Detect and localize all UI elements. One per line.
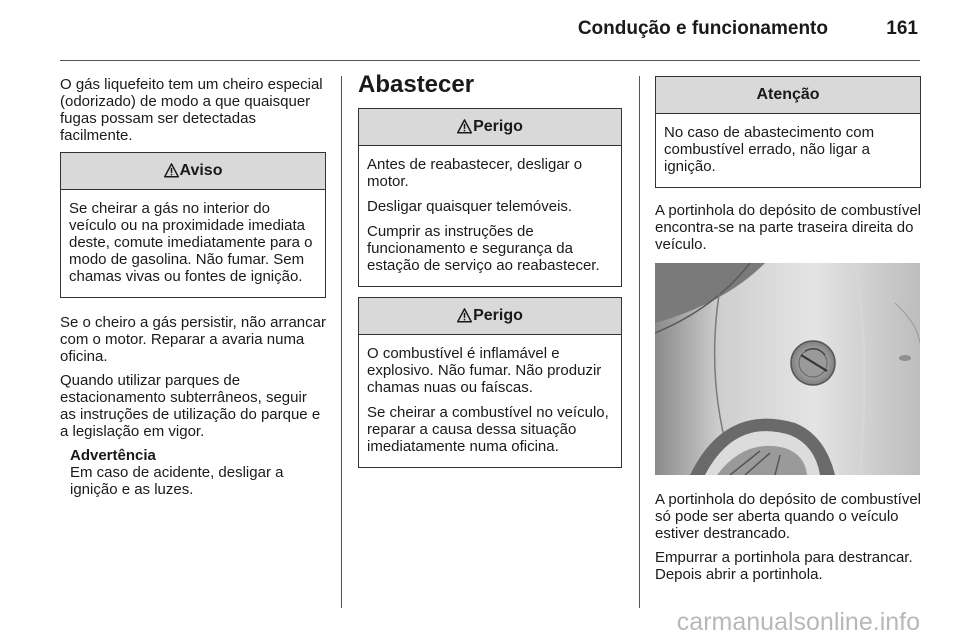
column-divider-left	[341, 76, 342, 608]
perigo1-text-1: Antes de reabastecer, desligar o motor.	[367, 156, 583, 190]
column-left	[60, 76, 326, 498]
paragraph-gas-smell: Se o cheiro a gás persistir, não arrancar com o motor. Reparar a avaria numa oficina.	[60, 314, 326, 365]
aviso-text: Se cheirar a gás no interior do veículo ou na proximidade imediata deste, comute imediatamente para o modo de gasolina. Não fumar. Sem chamas vivas ou fontes de ignição.	[69, 200, 313, 285]
fuel-door-photo	[655, 263, 920, 475]
perigo-title-1: Perigo	[473, 118, 523, 135]
aviso-box	[60, 152, 326, 298]
warning-triangle-icon	[457, 119, 472, 134]
column-divider-right	[639, 76, 640, 608]
warning-triangle-icon	[457, 308, 472, 323]
page-title: Condução e funcionamento	[577, 18, 828, 39]
column-middle	[358, 71, 622, 478]
perigo2-text-1: O combustível é inflamável e explosivo. Não fumar. Não produzir chamas nuas ou faíscas.	[367, 345, 602, 396]
perigo-header-1	[359, 109, 621, 146]
paragraph-parking: Quando utilizar parques de estacionamento subterrâneos, seguir as instruções de utilização do parque e a legislação em vigor.	[60, 372, 321, 440]
page-number: 161	[886, 18, 918, 39]
atencao-header: Atenção	[656, 77, 920, 114]
warning-triangle-icon	[164, 163, 179, 178]
perigo-header-2	[359, 298, 621, 335]
paragraph-fuel-door-unlocked: A portinhola do depósito de combustível só pode ser aberta quando o veículo estiver destrancado.	[655, 491, 922, 542]
atencao-box	[655, 76, 921, 188]
advertencia-text: Em caso de acidente, desligar a ignição e as luzes.	[70, 464, 284, 498]
perigo-box-2	[358, 297, 622, 468]
aviso-title: Aviso	[179, 162, 223, 179]
watermark-text: carmanualsonline.info	[676, 608, 920, 636]
perigo1-text-3: Cumprir as instruções de funcionamento e segurança da estação de serviço ao reabastecer.	[367, 223, 600, 274]
column-right	[655, 76, 921, 590]
perigo-title-2: Perigo	[473, 307, 523, 324]
atencao-text: No caso de abastecimento com combustível errado, não ligar a ignição.	[664, 124, 875, 175]
paragraph-fuel-door-location: A portinhola do depósito de combustível encontra-se na parte traseira direita do veículo.	[655, 202, 922, 253]
aviso-header	[61, 153, 325, 190]
advertencia-note	[60, 447, 326, 498]
page-header	[60, 0, 920, 61]
perigo2-text-2: Se cheirar a combustível no veículo, reparar a causa dessa situação imediatamente numa oficina.	[367, 404, 609, 455]
section-title-abastecer: Abastecer	[358, 71, 475, 98]
intro-paragraph: O gás liquefeito tem um cheiro especial (odorizado) de modo a que quaisquer fugas possam ser detectadas facilmente.	[60, 76, 323, 144]
advertencia-title: Advertência	[70, 447, 156, 464]
paragraph-fuel-door-open: Empurrar a portinhola para destrancar. Depois abrir a portinhola.	[655, 549, 913, 583]
perigo1-text-2: Desligar quaisquer telemóveis.	[367, 198, 573, 215]
perigo-box-1	[358, 108, 622, 287]
